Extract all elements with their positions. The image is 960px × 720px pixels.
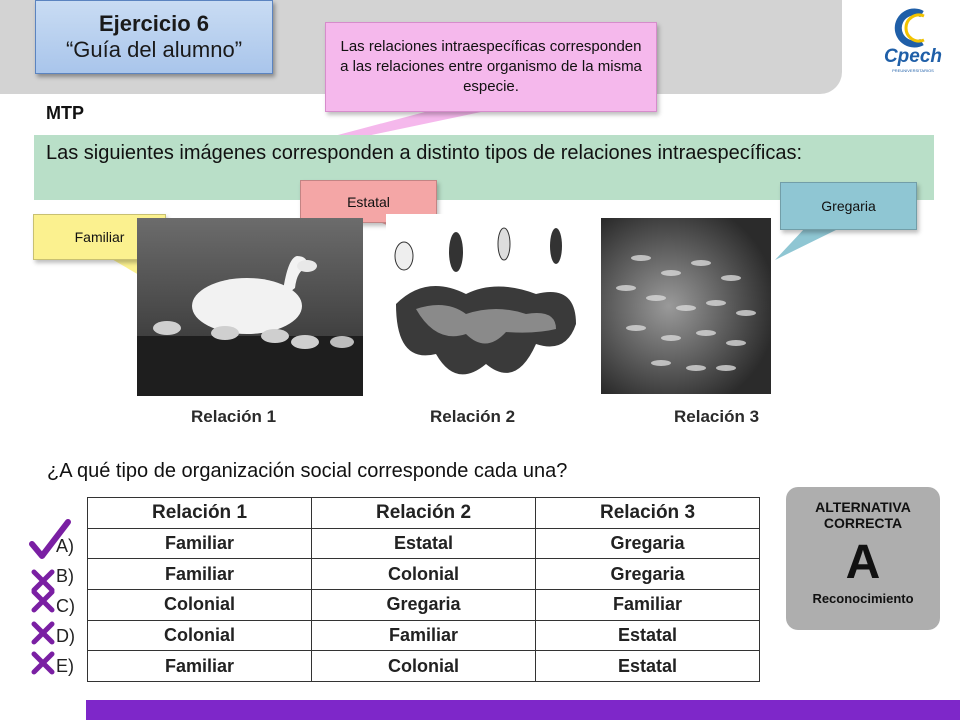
table-cell: Colonial (312, 559, 536, 590)
table-cell: Familiar (88, 651, 312, 682)
table-cell: Colonial (88, 620, 312, 651)
check-icon (28, 518, 72, 562)
cross-icon (30, 620, 56, 646)
option-c-label: C) (56, 596, 75, 616)
table-cell: Familiar (88, 559, 312, 590)
table-row (88, 620, 760, 651)
cross-icon (30, 588, 56, 614)
section-label: MTP (46, 103, 84, 123)
footer-bar (86, 700, 960, 720)
option-e-label: E) (56, 656, 74, 676)
relation-2-label: Relación 2 (430, 407, 516, 426)
table-cell: Gregaria (536, 559, 760, 590)
answer-heading: ALTERNATIVA CORRECTA (815, 499, 911, 531)
photo-goose-family (137, 218, 363, 396)
table-cell: Familiar (88, 528, 312, 559)
option-d-label: D) (56, 626, 75, 646)
gregaria-callout: Gregaria (780, 182, 917, 230)
estatal-callout: Estatal (300, 180, 437, 223)
table-cell: Estatal (312, 528, 536, 559)
exercise-subtitle: “Guía del alumno” (65, 37, 243, 62)
table-cell: Gregaria (312, 589, 536, 620)
table-row (88, 651, 760, 682)
table-cell: Familiar (536, 589, 760, 620)
table-cell: Gregaria (536, 528, 760, 559)
option-a-label: A) (56, 536, 74, 556)
table-row (88, 589, 760, 620)
logo-subtext: PREUNIVERSITARIOS (892, 68, 934, 73)
answer-options-table (87, 497, 760, 682)
table-cell: Colonial (312, 651, 536, 682)
photo-ant-colony (386, 214, 582, 396)
familiar-callout: Familiar (33, 214, 166, 260)
question-text: ¿A qué tipo de organización social corresponde cada una? (47, 460, 568, 482)
ant-castes-illustration (395, 228, 562, 272)
exercise-number: Ejercicio 6 (98, 11, 210, 36)
intraspecific-definition-callout: Las relaciones intraespecíficas corresponden a las relaciones entre organismo de la misma especie. (325, 22, 657, 112)
table-header-row (88, 498, 760, 529)
header-relacion-1: Relación 1 (88, 498, 312, 529)
intro-text: Las siguientes imágenes corresponden a distinto tipos de relaciones intraespecíficas: (34, 135, 934, 200)
header-relacion-3: Relación 3 (536, 498, 760, 529)
photo-fish-school (601, 218, 771, 394)
gregaria-callout-pointer (775, 228, 840, 260)
table-row (88, 559, 760, 590)
option-b-label: B) (56, 566, 74, 586)
answer-skill: Reconocimiento (812, 591, 914, 606)
table-cell: Colonial (88, 589, 312, 620)
relation-1-label: Relación 1 (191, 407, 277, 426)
answer-letter: A (845, 536, 881, 589)
table-row (88, 528, 760, 559)
table-cell: Estatal (536, 651, 760, 682)
correct-answer-box (786, 487, 940, 630)
logo-wordmark: Cpech (883, 46, 943, 67)
table-cell: Estatal (536, 620, 760, 651)
table-cell: Familiar (312, 620, 536, 651)
cross-icon (30, 650, 56, 676)
header-relacion-2: Relación 2 (312, 498, 536, 529)
relation-3-label: Relación 3 (674, 407, 760, 426)
